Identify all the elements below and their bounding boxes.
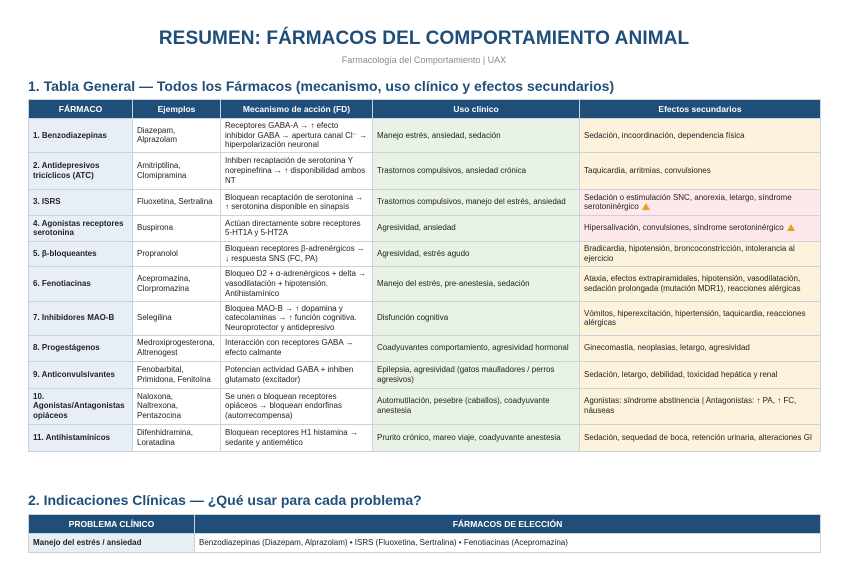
- clinical-use-cell: [373, 301, 580, 335]
- column-header-problem: PROBLEMA CLÍNICO: [29, 515, 195, 534]
- clinical-use-cell: [373, 119, 580, 153]
- table-row: [29, 152, 821, 189]
- examples-text: Difenhidramina, Loratadina: [137, 427, 194, 447]
- drug-name-cell: [29, 301, 133, 335]
- clinical-use-cell: [373, 241, 580, 266]
- table-row: [29, 266, 821, 301]
- examples-text: Propranolol: [137, 248, 178, 258]
- mechanism-text: Actúan directamente sobre receptores 5-HT1A y 5-HT2A: [225, 218, 361, 238]
- mechanism-text: Bloquea MAO-B → ↑ dopamina y catecolaminas → ↑ función cognitiva. Neuroprotector y antidepresivo: [225, 303, 357, 332]
- column-header-mechanism: Mecanismo de acción (FD): [221, 100, 373, 119]
- examples-cell: [133, 241, 221, 266]
- mechanism-cell: [221, 189, 373, 215]
- examples-text: Diazepam, Alprazolam: [137, 125, 178, 145]
- drug-name-cell: [29, 152, 133, 189]
- examples-cell: [133, 424, 221, 451]
- drug-name-text: 6. Fenotiacinas: [33, 278, 91, 288]
- side-effects-cell: [580, 189, 821, 215]
- clinical-problem-cell: Manejo del estrés / ansiedad: [29, 534, 195, 553]
- clinical-use-cell: [373, 215, 580, 241]
- clinical-use-text: Automutilación, pesebre (caballos), coadyuvante anestesia: [377, 396, 550, 416]
- clinical-use-cell: [373, 335, 580, 361]
- examples-text: Buspirona: [137, 223, 174, 233]
- mechanism-cell: [221, 152, 373, 189]
- table-row: [29, 119, 821, 153]
- clinical-use-cell: [373, 152, 580, 189]
- clinical-use-text: Coadyuvantes comportamiento, agresividad hormonal: [377, 343, 569, 353]
- mechanism-cell: [221, 388, 373, 424]
- mechanism-cell: [221, 119, 373, 153]
- table-row: [29, 534, 821, 553]
- drug-name-text: 4. Agonistas receptores serotonina: [33, 218, 124, 238]
- table-header-row: [29, 100, 821, 119]
- mechanism-text: Bloquean recaptación de serotonina → ↑ serotonina disponible en sinapsis: [225, 192, 364, 212]
- examples-cell: [133, 119, 221, 153]
- examples-cell: [133, 388, 221, 424]
- mechanism-text: Inhiben recaptación de serotonina Y norepinefrina → ↑ disponibilidad ambos NT: [225, 156, 366, 185]
- page-subtitle: Farmacología del Comportamiento | UAX: [341, 55, 507, 65]
- examples-text: Amitriptilina, Clomipramina: [137, 161, 187, 180]
- side-effects-cell: [580, 361, 821, 388]
- side-effects-text: Ataxia, efectos extrapiramidales, hipotensión, vasodilatación, sedación prolongada (mutación MDR1), reacciones alérgicas: [584, 274, 801, 293]
- column-header-effects: Efectos secundarios: [580, 100, 821, 119]
- drug-name-cell: [29, 424, 133, 451]
- drug-name-text: 1. Benzodiazepinas: [33, 130, 107, 140]
- drug-name-text: 11. Antihistamínicos: [33, 432, 111, 442]
- drug-name-cell: [29, 215, 133, 241]
- side-effects-text: Sedación, letargo, debilidad, toxicidad hepática y renal: [584, 369, 778, 379]
- column-header-drugs-of-choice: FÁRMACOS DE ELECCIÓN: [195, 515, 821, 534]
- examples-text: Medroxiprogesterona, Altrenogest: [137, 338, 215, 358]
- drugs-of-choice-cell: Benzodiazepinas (Diazepam, Alprazolam) • ISRS (Fluoxetina, Sertralina) • Fenotiacinas (Acepromazina): [195, 534, 821, 553]
- side-effects-cell: [580, 335, 821, 361]
- drug-name-text: 5. β-bloqueantes: [33, 248, 97, 258]
- side-effects-cell: [580, 388, 821, 424]
- drug-summary-table: [28, 99, 821, 452]
- examples-text: Acepromazina, Clorpromazina: [137, 274, 191, 293]
- clinical-use-text: Trastornos compulsivos, manejo del estrés, ansiedad: [377, 197, 566, 207]
- side-effects-cell: [580, 424, 821, 451]
- mechanism-cell: [221, 335, 373, 361]
- drug-name-cell: [29, 361, 133, 388]
- clinical-use-text: Agresividad, ansiedad: [377, 223, 456, 233]
- drug-name-cell: [29, 189, 133, 215]
- mechanism-cell: [221, 361, 373, 388]
- examples-cell: [133, 152, 221, 189]
- clinical-use-text: Trastornos compulsivos, ansiedad crónica: [377, 165, 527, 175]
- examples-cell: [133, 301, 221, 335]
- column-header-examples: Ejemplos: [133, 100, 221, 119]
- side-effects-text: Agonistas: síndrome abstinencia | Antagonistas: ↑ PA, ↑ FC, náuseas: [584, 396, 797, 416]
- clinical-use-text: Epilepsia, agresividad (gatos maulladores / perros agresivos): [377, 364, 555, 384]
- drug-name-cell: [29, 266, 133, 301]
- clinical-use-text: Agresividad, estrés agudo: [377, 248, 470, 258]
- section-2-title: 2. Indicaciones Clínicas — ¿Qué usar para cada problema?: [28, 492, 422, 508]
- side-effects-cell: [580, 215, 821, 241]
- examples-cell: [133, 335, 221, 361]
- clinical-use-cell: [373, 388, 580, 424]
- drug-name-text: 7. Inhibidores MAO-B: [33, 313, 115, 323]
- examples-text: Selegilina: [137, 313, 172, 323]
- side-effects-cell: [580, 119, 821, 153]
- mechanism-cell: [221, 266, 373, 301]
- clinical-use-cell: [373, 361, 580, 388]
- drug-name-cell: [29, 388, 133, 424]
- mechanism-text: Bloqueo D2 + α-adrenérgicos + delta → vasodilatación + hipotensión. Antihistamínico: [225, 269, 367, 298]
- drug-name-cell: [29, 335, 133, 361]
- examples-text: Naloxona, Naltrexona, Pentazocina: [137, 391, 182, 420]
- clinical-use-text: Prurito crónico, mareo viaje, coadyuvante anestesia: [377, 432, 561, 442]
- drug-name-text: 8. Progestágenos: [33, 343, 100, 353]
- mechanism-text: Receptores GABA-A → ↑ efecto inhibidor GABA → apertura canal Cl⁻ → hiperpolarización neuronal: [225, 121, 368, 150]
- side-effects-text: Sedación o estimulación SNC, anorexia, letargo, síndrome serotoninérgico: [584, 192, 792, 212]
- warning-icon: [642, 203, 650, 210]
- side-effects-text: Sedación, sequedad de boca, retención urinaria, alteraciones GI: [584, 432, 813, 442]
- table-row: [29, 301, 821, 335]
- clinical-use-cell: [373, 189, 580, 215]
- clinical-use-cell: [373, 424, 580, 451]
- mechanism-cell: [221, 215, 373, 241]
- side-effects-text: Sedación, incoordinación, dependencia física: [584, 130, 745, 140]
- table-row: [29, 215, 821, 241]
- table-row: [29, 361, 821, 388]
- indications-table: [28, 514, 821, 553]
- table-row: [29, 241, 821, 266]
- examples-cell: [133, 361, 221, 388]
- clinical-use-cell: [373, 266, 580, 301]
- drug-name-text: 3. ISRS: [33, 197, 61, 207]
- mechanism-cell: [221, 301, 373, 335]
- side-effects-text: Vómitos, hiperexcitación, hipertensión, taquicardia, reacciones alérgicas: [584, 308, 806, 328]
- drug-name-cell: [29, 241, 133, 266]
- indications-table-body: [29, 534, 821, 553]
- clinical-use-text: Manejo del estrés, pre-anestesia, sedación: [377, 278, 530, 288]
- mechanism-text: Bloquean receptores β-adrenérgicos → ↓ respuesta SNS (FC, PA): [225, 244, 365, 263]
- drug-table-body: [29, 119, 821, 452]
- table-row: [29, 424, 821, 451]
- mechanism-text: Potencian actividad GABA + inhiben glutamato (excitador): [225, 364, 354, 384]
- drug-name-cell: [29, 119, 133, 153]
- clinical-use-text: Manejo estrés, ansiedad, sedación: [377, 130, 501, 140]
- examples-text: Fenobarbital, Primidona, Fenitoína: [137, 364, 211, 384]
- side-effects-text: Bradicardia, hipotensión, broncoconstricción, intolerancia al ejercicio: [584, 244, 795, 263]
- drug-name-text: 2. Antidepresivos tricíclicos (ATC): [33, 161, 100, 180]
- mechanism-text: Bloquean receptores H1 histamina → sedante y antiemético: [225, 427, 358, 447]
- page-title: RESUMEN: FÁRMACOS DEL COMPORTAMIENTO ANIMAL: [158, 28, 690, 49]
- warning-icon: [787, 224, 795, 231]
- side-effects-text: Hipersalivación, convulsiones, síndrome serotoninérgico: [584, 223, 784, 233]
- column-header-drug: FÁRMACO: [29, 100, 133, 119]
- examples-text: Fluoxetina, Sertralina: [137, 197, 213, 207]
- examples-cell: [133, 189, 221, 215]
- examples-cell: [133, 215, 221, 241]
- table-row: [29, 335, 821, 361]
- side-effects-text: Taquicardia, arritmias, convulsiones: [584, 165, 711, 175]
- mechanism-text: Interacción con receptores GABA → efecto calmante: [225, 338, 354, 358]
- examples-cell: [133, 266, 221, 301]
- side-effects-cell: [580, 241, 821, 266]
- drug-name-text: 9. Anticonvulsivantes: [33, 369, 115, 379]
- table-row: [29, 388, 821, 424]
- clinical-use-text: Disfunción cognitiva: [377, 313, 449, 323]
- table-header-row: [29, 515, 821, 534]
- side-effects-cell: [580, 266, 821, 301]
- table-row: [29, 189, 821, 215]
- drug-name-text: 10. Agonistas/Antagonistas opiáceos: [33, 391, 125, 420]
- column-header-use: Uso clínico: [373, 100, 580, 119]
- mechanism-cell: [221, 241, 373, 266]
- section-1-title: 1. Tabla General — Todos los Fármacos (mecanismo, uso clínico y efectos secundarios): [28, 78, 615, 94]
- mechanism-text: Se unen o bloquean receptores opiáceos → bloquean endorfinas (autorrecompensa): [225, 391, 342, 420]
- side-effects-cell: [580, 152, 821, 189]
- mechanism-cell: [221, 424, 373, 451]
- side-effects-cell: [580, 301, 821, 335]
- side-effects-text: Ginecomastia, neoplasias, letargo, agresividad: [584, 343, 750, 353]
